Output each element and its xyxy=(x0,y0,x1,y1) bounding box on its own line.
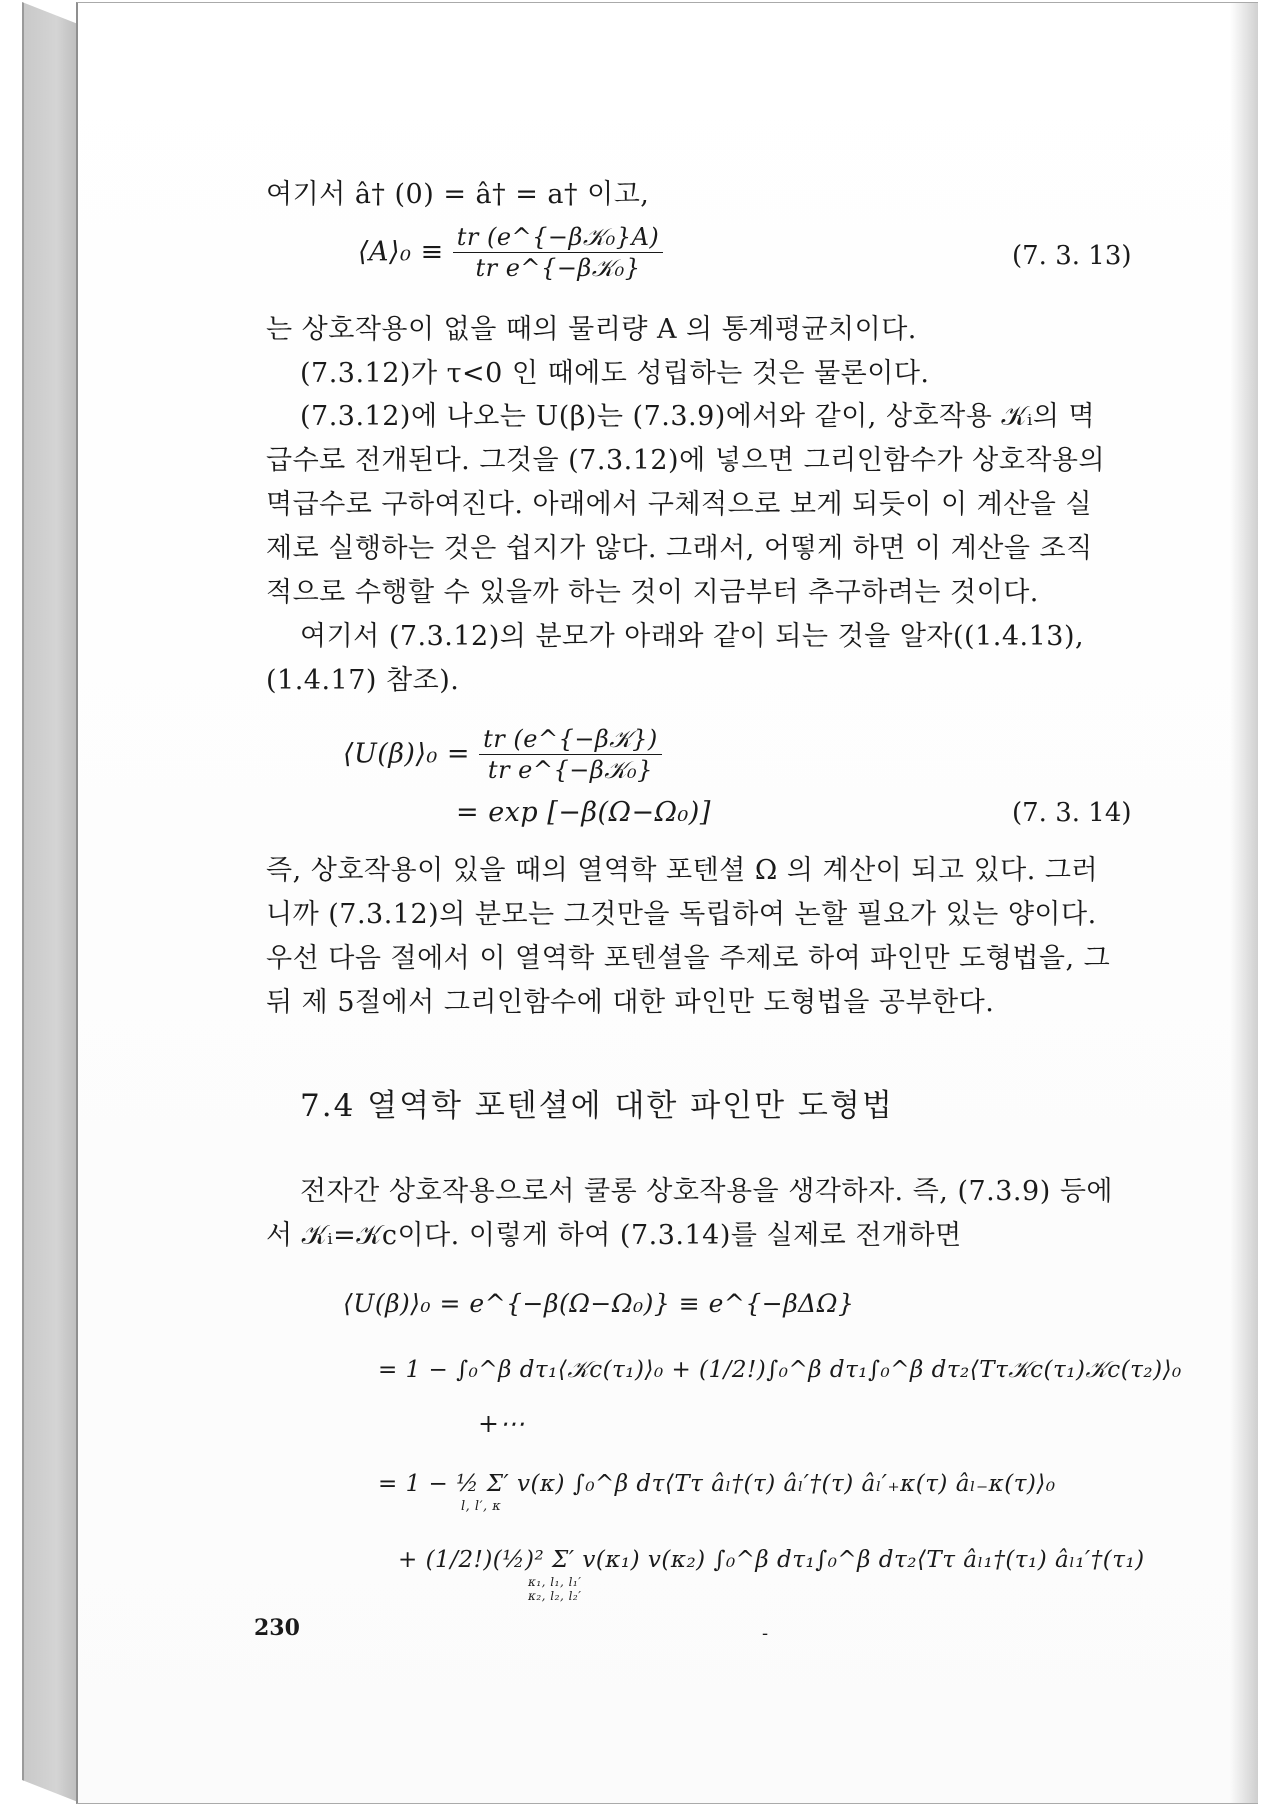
summation-subscript: l, l′, κ xyxy=(461,1499,502,1514)
paragraph-line: (7.3.12)에 나오는 U(β)는 (7.3.9)에서와 같이, 상호작용 𝒦ᵢ의 멱 xyxy=(300,401,1096,432)
paragraph-line: 제로 실행하는 것은 쉽지가 않다. 그래서, 어떻게 하면 이 계산을 조직 xyxy=(266,533,1093,564)
paragraph-line: 우선 다음 절에서 이 열역학 포텐셜을 주제로 하여 파인만 도형법을, 그 xyxy=(266,943,1111,974)
expansion-line: ⟨U(β)⟩₀ = e^{−β(Ω−Ω₀)} ≡ e^{−βΔΩ} xyxy=(343,1289,855,1318)
expansion-line: +⋯ xyxy=(478,1409,525,1438)
paragraph-line: 뒤 제 5절에서 그리인함수에 대한 파인만 도형법을 공부한다. xyxy=(266,987,995,1018)
paragraph-line: 전자간 상호작용으로서 쿨롱 상호작용을 생각하자. 즉, (7.3.9) 등에 xyxy=(300,1176,1113,1207)
paragraph-line: 는 상호작용이 없을 때의 물리량 A 의 통계평균치이다. xyxy=(266,314,917,345)
footer-mark: - xyxy=(762,1623,769,1644)
paragraph-line: 니까 (7.3.12)의 분모는 그것만을 독립하여 논할 필요가 있는 양이다. xyxy=(266,899,1097,930)
summation-subscript: κ₂, l₂, l₂′ xyxy=(528,1589,582,1603)
equation-fraction xyxy=(479,725,662,784)
equation-7-3-13 xyxy=(358,223,663,282)
equation-fraction xyxy=(453,223,664,282)
summation-subscript: κ₁, l₁, l₁′ xyxy=(528,1575,582,1589)
equation-7-3-14 xyxy=(343,725,662,784)
fraction-numerator: tr (e^{−β𝒦₀}A) xyxy=(453,223,664,253)
paragraph-line: 여기서 â† (0) = â† = a† 이고, xyxy=(266,179,650,210)
equation-number: (7. 3. 13) xyxy=(1012,241,1132,271)
paragraph-line: 서 𝒦ᵢ=𝒦c이다. 이렇게 하여 (7.3.14)를 실제로 전개하면 xyxy=(266,1220,962,1251)
equation-line: = exp [−β(Ω−Ω₀)] xyxy=(456,797,711,828)
expansion-line: + (1/2!)(½)² Σ′ v(κ₁) v(κ₂) ∫₀^β dτ₁∫₀^β dτ₂⟨Tτ âₗ₁†(τ₁) âₗ₁′†(τ₁) xyxy=(398,1547,1145,1573)
page-number: 230 xyxy=(254,1615,300,1641)
paragraph-line: 여기서 (7.3.12)의 분모가 아래와 같이 되는 것을 알자((1.4.13), xyxy=(300,621,1085,652)
fraction-denominator: tr e^{−β𝒦₀} xyxy=(487,756,653,784)
expansion-line: = 1 − ½ Σ′ v(κ) ∫₀^β dτ⟨Tτ âₗ†(τ) âₗ′†(τ) âₗ′₊κ(τ) âₗ₋κ(τ)⟩₀ xyxy=(378,1471,1056,1497)
fraction-denominator: tr e^{−β𝒦₀} xyxy=(475,254,641,282)
paragraph-line: (7.3.12)가 τ<0 인 때에도 성립하는 것은 물론이다. xyxy=(300,358,930,389)
equation-lhs: ⟨A⟩₀ ≡ xyxy=(358,236,444,268)
book-spine xyxy=(22,2,78,1802)
fraction-numerator: tr (e^{−β𝒦}) xyxy=(479,725,662,755)
expansion-line: = 1 − ∫₀^β dτ₁⟨𝒦c(τ₁)⟩₀ + (1/2!)∫₀^β dτ₁∫₀^β dτ₂⟨Tτ𝒦c(τ₁)𝒦c(τ₂)⟩₀ xyxy=(378,1357,1182,1383)
paragraph-line: 멱급수로 구하여진다. 아래에서 구체적으로 보게 되듯이 이 계산을 실 xyxy=(266,489,1093,520)
paragraph-line: 적으로 수행할 수 있을까 하는 것이 지금부터 추구하려는 것이다. xyxy=(266,577,1039,608)
section-heading: 7.4 열역학 포텐셜에 대한 파인만 도형법 xyxy=(300,1088,894,1124)
paragraph-line: 급수로 전개된다. 그것을 (7.3.12)에 넣으면 그리인함수가 상호작용의 xyxy=(266,445,1106,476)
equation-number: (7. 3. 14) xyxy=(1012,798,1132,828)
book-page xyxy=(76,2,1258,1804)
paragraph-line: (1.4.17) 참조). xyxy=(266,665,460,696)
page-edge-shadow xyxy=(1230,3,1258,1803)
equation-lhs: ⟨U(β)⟩₀ = xyxy=(343,738,471,770)
paragraph-line: 즉, 상호작용이 있을 때의 열역학 포텐셜 Ω 의 계산이 되고 있다. 그러 xyxy=(266,855,1099,886)
